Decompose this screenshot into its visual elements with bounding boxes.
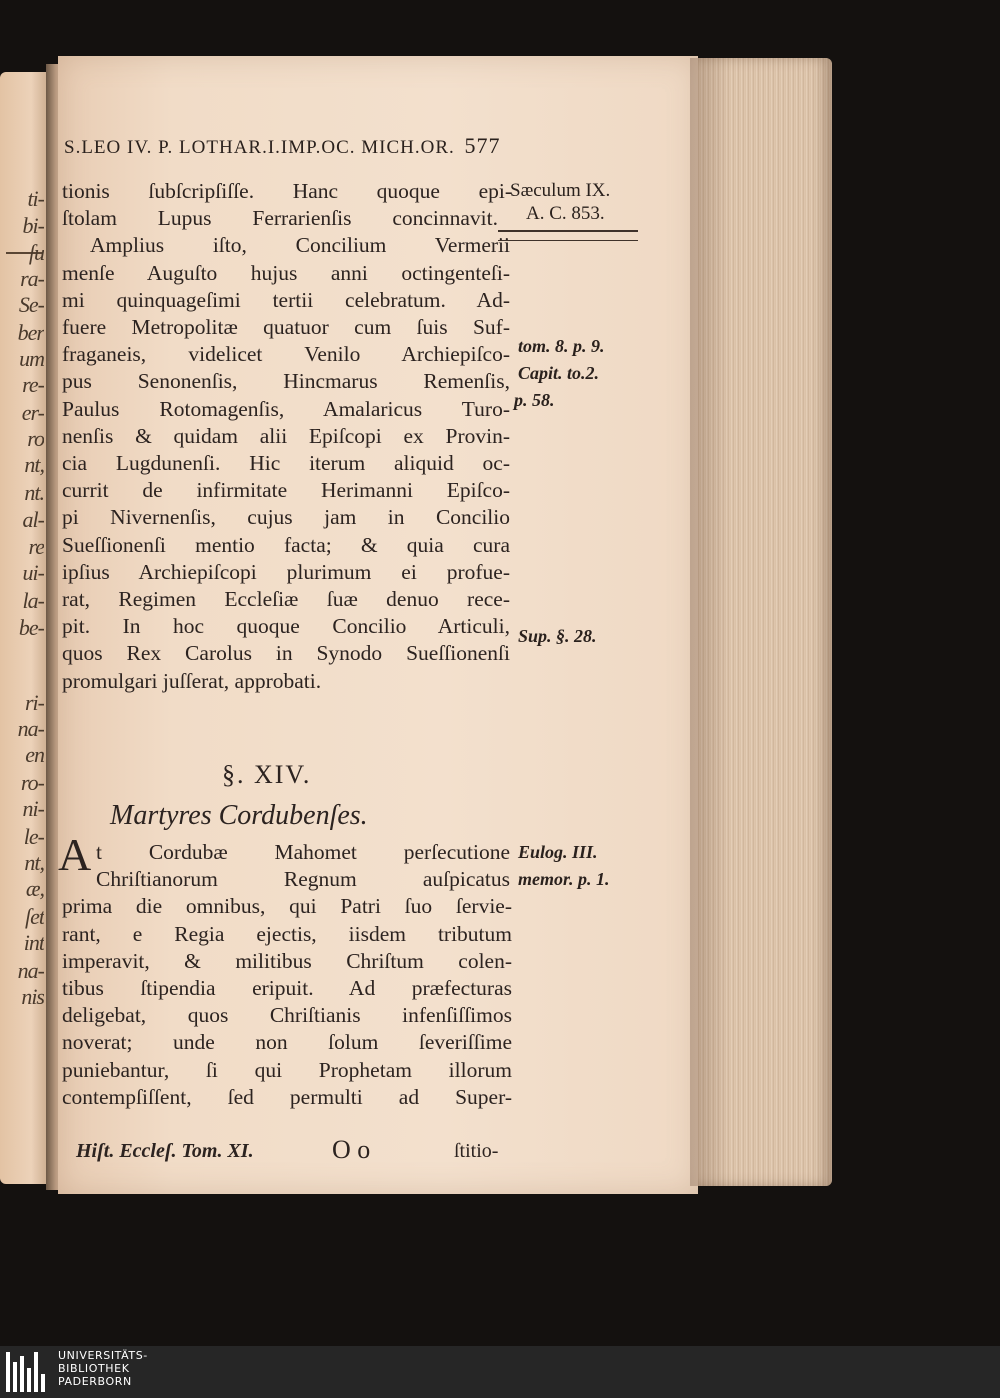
facing-page-fragment: nt. [24, 480, 44, 505]
text-line: quos Rex Carolus in Synodo Sueſſionenſi [62, 641, 510, 666]
margin-rule-top [498, 230, 638, 232]
facing-page-fragment: nis [21, 984, 44, 1009]
text-line: pi Nivernenſis, cujus jam in Concilio [62, 505, 510, 530]
facing-page-fragment: nt, [24, 850, 44, 875]
facing-page-fragment: ſet [25, 904, 44, 929]
text-line: contempſiſſent, ſed permulti ad Super- [62, 1084, 512, 1109]
text-line: prima die omnibus, qui Patri ſuo ſervie- [62, 894, 512, 919]
facing-page-fragment: al- [22, 507, 44, 532]
margin-reference: p. 58. [514, 390, 555, 410]
margin-year-line-1: Sæculum IX. [510, 180, 611, 201]
footer-signature-mark: O o [332, 1135, 371, 1164]
footer-catchword: ſtitio- [454, 1140, 499, 1162]
facing-page-fragment: ro [27, 426, 44, 451]
facing-page-fragment: ſu [28, 240, 44, 265]
library-name-line-3: PADERBORN [58, 1375, 132, 1388]
page-number: 577 [464, 133, 501, 158]
margin-reference: Sup. §. 28. [518, 626, 597, 646]
text-line: cia Lugdunenſi. Hic iterum aliquid oc- [62, 451, 510, 475]
facing-page-fragment: en [25, 742, 44, 767]
page-edge-shadow [690, 58, 730, 1186]
text-line: Amplius iſto, Concilium Vermerii [90, 233, 510, 258]
text-line: tionis ſubſcripſiſſe. Hanc quoque epi- [62, 179, 512, 203]
library-logo-icon [6, 1352, 46, 1392]
running-title: S.LEO IV. P. LOTHAR.I.IMP.OC. MICH.OR. [64, 137, 455, 158]
margin-reference: tom. 8. p. 9. [518, 336, 605, 356]
running-header [64, 133, 512, 159]
text-line: rant, e Regia ejectis, iisdem tributum [62, 921, 512, 946]
facing-page-fragment: na- [17, 716, 44, 741]
text-line: fraganeis, videlicet Venilo Archiepiſco- [62, 342, 510, 367]
drop-cap: A [58, 829, 92, 880]
facing-page-fragment: um [19, 346, 44, 371]
facing-page-fragment: ui- [22, 560, 44, 585]
text-line: Paulus Rotomagenſis, Amalaricus Turo- [62, 396, 510, 421]
facing-page-fragment: er- [21, 400, 44, 425]
text-line: ipſius Archiepiſcopi plurimum ei profue- [62, 559, 510, 584]
text-line: ſtolam Lupus Ferrarienſis concinnavit. [62, 206, 498, 231]
facing-page-fragment: ni- [22, 796, 44, 821]
library-footer-bar [0, 1346, 1000, 1398]
facing-page-fragment: Se- [18, 292, 44, 317]
footer-signature: Hiſt. Eccleſ. Tom. XI. [76, 1140, 254, 1162]
facing-page-fragment: ra- [20, 266, 44, 291]
facing-page-fragment: re [28, 534, 44, 559]
text-line: fuere Metropolitæ quatuor cum ſuis Suf- [62, 315, 510, 339]
facing-page-fragment: ro- [20, 770, 44, 795]
text-line: pit. In hoc quoque Concilio Articuli, [62, 614, 510, 639]
text-line: rat, Regimen Eccleſiæ ſuæ denuo rece- [62, 587, 510, 611]
text-line: t Cordubæ Mahomet perſecutione [96, 840, 510, 864]
facing-page-fragment: nt, [24, 452, 44, 477]
text-line: noverat; unde non ſolum ſeveriſſime [62, 1030, 512, 1055]
facing-page-fragment: ri- [25, 690, 44, 715]
facing-page-fragment: ber [17, 320, 44, 345]
margin-year-line-2: A. C. 853. [526, 203, 605, 224]
margin-rule-bottom [498, 240, 638, 241]
text-line: imperavit, & militibus Chriſtum colen- [62, 948, 512, 973]
text-line: mi quinquageſimi tertii celebratum. Ad- [62, 287, 510, 312]
text-line: nenſis & quidam alii Epiſcopi ex Provin- [62, 423, 510, 448]
library-name-line-2: BIBLIOTHEK [58, 1362, 130, 1375]
text-line: deligebat, quos Chriſtianis infenſiſſimos [62, 1003, 512, 1028]
library-name-line-1: UNIVERSITÄTS- [58, 1349, 148, 1362]
facing-page-fragment: na- [17, 958, 44, 983]
text-line: menſe Auguſto hujus anni octingenteſi- [62, 260, 510, 285]
facing-page-fragment: æ, [25, 876, 44, 901]
margin-reference: memor. p. 1. [518, 869, 610, 889]
facing-page-fragment: ti- [27, 186, 44, 211]
section-title: Martyres Cordubenſes. [110, 800, 368, 831]
facing-page-fragment: be- [18, 615, 44, 640]
text-line: currit de infirmitate Herimanni Epiſco- [62, 478, 510, 503]
text-line: promulgari juſſerat, approbati. [62, 668, 322, 693]
section-number: §. XIV. [222, 760, 312, 789]
text-line: Sueſſionenſi mentio facta; & quia cura [62, 532, 510, 557]
facing-page-fragment: la- [22, 588, 44, 613]
text-line: Chriſtianorum Regnum auſpicatus [96, 867, 510, 892]
facing-page-fragment: int [23, 930, 44, 955]
facing-page-left [0, 72, 52, 1184]
facing-page-fragment: bi- [22, 213, 44, 238]
text-line: puniebantur, ſi qui Prophetam illorum [62, 1057, 512, 1082]
margin-reference: Eulog. III. [518, 842, 598, 862]
text-line: pus Senonenſis, Hincmarus Remenſis, [62, 369, 510, 394]
facing-page-fragment: re- [22, 372, 44, 397]
facing-page-fragment: le- [23, 824, 44, 849]
margin-reference: Capit. to.2. [518, 363, 600, 383]
text-line: tibus ſtipendia eripuit. Ad præfecturas [62, 976, 512, 1000]
